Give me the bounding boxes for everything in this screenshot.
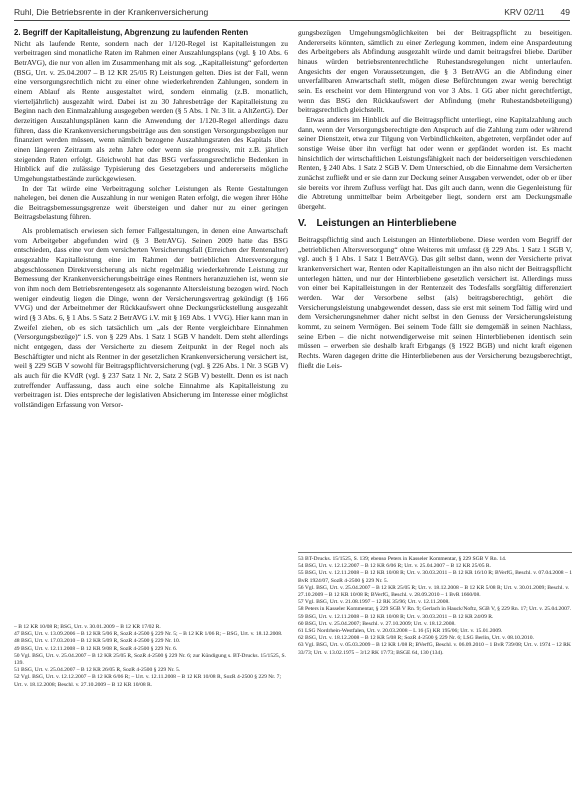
section-heading-2 (14, 28, 288, 38)
footnote: 50 Vgl. BSG, Urt. v. 25.04.2007 – B 12 KR 25/05 R, SozR 4-2500 § 229 Nr. 6; zur Kündigung s. BT-Drucks. 15/1525, S. 139. (14, 652, 287, 667)
section-title: Begriff der Kapitalleistung, Abgrenzung zu laufenden Renten (22, 28, 249, 37)
header-article-title: Ruhl, Die Betriebsrente in der Krankenversicherung (14, 7, 209, 17)
paragraph: Beitragspflichtig sind auch Leistungen an Hinterbliebene. Diese werden vom Begriff der „betrieblichen Altersversorgung“ ohne Weiteres mit umfasst (§ 229 Abs. 1 Satz 1 SGB V, vgl. auch § 1 Abs. 1 Satz 1 BetrAVG). Das gilt selbst dann, wenn der Versicherte privat krankenversichert war, Renten oder Kapitalleistungen an ihn also nicht der Beitragspflicht unterlegen hätten, und nur der Hinterbliebene gesetzlich versichert ist. Allerdings muss von einer bei Kapitalleistungen in der Rentenzeit des Todesfalls sorgfältig differenziert werden. War der Versorbene selbst (als) beitragsberechtigt, gehört die Versicherungsleistung unabgewendet dessen, dass sie erst mit seinem Tod fällig wird und dem Versicherungsnehmer daher nicht selbst in den Genuss der Versicherungsleistung kommt, zu seinem Vermögen. Bei seinem Tode fällt sie demgemäß in seinen Nachlass, seine Erben – die nicht notwendigerweise mit seinen Hinterbliebenen identisch sein müssen – erwerben sie deshalb kraft Erbgangs (§ 1922 BGB) und nicht kraft eigenen Rechts. Waren dagegen dritte die Hinterbliebenen aus der Versicherung bezugsberechtigt, fließt die Leis- (298, 235, 572, 370)
section-title: Leistungen an Hinterbliebene (316, 218, 457, 230)
footnote: 53 BT-Drucks. 15/1525, S. 139; ebenso Peters in Kasseler Kommentar, § 229 SGB V Rn. 14. (298, 556, 507, 562)
footnote: 48 BSG, Urt. v. 17.03.2010 – B 12 KR 5/09 R, SozR 4-2500 § 229 Nr. 10. (14, 638, 181, 645)
footnote: 54 BSG, Urt. v. 12.12.2007 – B 12 KR 6/06 R; Urt. v. 25.04.2007 – B 12 KR 25/05 R. (298, 563, 492, 570)
right-column (298, 28, 572, 370)
footnote: 49 BSG, Urt. v. 12.11.2008 – B 12 KR 9/08 R, SozR 4-2500 § 229 Nr. 6. (14, 645, 178, 652)
running-header (14, 4, 570, 21)
footnote: 61 LSG Nordrhein-Westfalen, Urt. v. 20.03.2008 – L 16 (5) KR 195/06; Urt. v. 15.01.2009. (298, 628, 503, 635)
left-column (14, 28, 288, 410)
footnote: 51 BSG, Urt. v. 25.04.2007 – B 12 KR 26/05 R, SozR 4-2500 § 229 Nr. 5. (14, 667, 181, 674)
footnote: 55 BSG, Urt. v. 12.11.2008 – B 12 KR 10/08 R; Urt. v. 30.03.2011 – B 12 KR 16/10 R; BVerfG, Beschl. v. 07.04.2008 – 1 BvR 1924/07, SozR 4-2500 § 229 Nr. 5. (298, 570, 572, 584)
footnote: 60 BSG, Urt. v. 25.04.2007; Beschl. v. 27.10.2009; Urt. v. 18.12.2008. (298, 620, 456, 627)
footnotes-right (298, 552, 572, 657)
footnote: 47 BSG, Urt. v. 13.09.2006 – B 12 KR 5/06 R, SozR 4-2500 § 229 Nr. 5; – B 12 KR 1/06 R; – BSG, Urt. v. 18.12.2008. (14, 631, 283, 638)
footnote: 63 Vgl. BSG, Urt. v. 05.03.2009 – B 12 KR 1/08 R; BVerfG, Beschl. v. 06.09.2010 – 1 BvR 739/08; Urt. v. 1974 – 12 RK 33/73; Urt. v. 13.02.1975 – 3/12 RK 17/73; BSGE 64, 130 (134). (298, 642, 571, 656)
header-journal: KRV 02/11 (504, 7, 545, 17)
paragraph: gungsbezügen Umgehungsmöglichkeiten bei der Beitragspflicht zu beseitigen. Andererseits könnten, sämtlich zu einer Zerlegung kommen, indem eine Anspardeutung des Arbeitgebers als Abfindung ausgezahlt würde und damit beitragsfrei bliebe. Darüber hinaus würden betriebsrentenrechtliche Ruhestandsregelungen nicht unterlaufen. Angesichts der engen Voraussetzungen, die § 3 BetrAVG an die Abfindung einer unverfallbaren Anwartschaft stellt, mögen diese Befürchtungen zwar wenig berechtigt sein. Es erscheint vor dem Hintergrund von vor 3 Abs. 1 GG aber nicht gerechtfertigt, wenn das BSG den Rückkaufswert der Abfindung (mehr Ruhestandsbeteiligung) beitragsrechtlich gleichstellt. (298, 28, 572, 115)
footnotes-left (14, 624, 288, 689)
section-number: V. (298, 218, 307, 230)
header-meta (504, 7, 570, 17)
page-number: 49 (560, 7, 570, 17)
section-number: 2. (14, 28, 21, 37)
section-heading-v (298, 219, 572, 229)
paragraph: Als problematisch erwiesen sich ferner Fallgestaltungen, in denen eine Anwartschaft vom Arbeitgeber abgefunden wird (§ 3 BetrAVG). Seinen 2009 hatte das BSG entschieden, dass eine vor dem versicherten Versicherungsfall (Erreichen der Rentenalter) ausgezahlte Kapitalleistung eine im Rahmen der betrieblichen Altersversorgung abgeschlossenen Direktversicherung als nicht regelmäßig wiederkehrende Leistung zur Bemessung der Krankenversicherungsbeiträge eines Rentners heranzuziehen ist, wenn sie von ihm noch dem Betriebsrentengesetz als sogenannte Altersleistung bezogen wird. Noch weniger eindeutig liegen die Dinge, wenn der Versicherungsvertrag gekündigt (§ 166 VVG) und der Arbeitnehmer der Rückkaufswert ohne Deckungsrückstellung ausgezahlt wird (§ 3 Abs. 6, § 1 Abs. 5 Satz 2 BetrAVG i.V. mit § 169 Abs. 1 VVG). Hier kann man in Zweifel ziehen, ob es sich tatsächlich um „als der Rente vergleichbare Einnahmen (Versorgungsbezüge)“ i.S. von § 229 Abs. 1 Satz 1 SGB V handelt. Dem steht allerdings nicht entgegen, dass der Versicherte zu diesem Zeitpunkt in der Regel noch als Beschäftigter und nicht als Rentner in der gesetzlichen Krankenversicherung versichert ist, weil § 229 SGB V sowohl für Beitragspflichtversicherung (vgl. § 226 Abs. 1 Nr. 3 SGB V) als auch für die KVdR (vgl. § 237 Satz 1 Nr. 2, Satz 2 SGB V) bestellt. Denn es ist nach zutreffender Auffassung, dass auch eine solche Einnahme als Kapitalleistung zu verbeitragen ist. Dies entspreche der legislativen Absicherung im Interesse einer möglichst vollständigen Erfassung von Versor- (14, 226, 288, 409)
paragraph: Etwas anderes im Hinblick auf die Beitragspflicht unterliegt, eine Kapitalzahlung auch dann, wenn der Versorgungsberechtigte den Anspruch auf die Zahlung zum oder während seiner Dienstzeit, etwa zur Tilgung von Verbindlichkeiten, abgetreten, verpfändet oder auf sonstige Weise über ihn verfügt hat oder wenn er gepfändet worden ist. Es macht hinsichtlich der wirtschaftlichen Leistungsfähigkeit nach der beiderseitigen verschiedenen Renten, § 240 Abs. 1 Satz 2 SGB V. Dem Unterschied, ob die Einnahme dem Versicherten zunächst zufließt und er sie dann zur Deckung seiner Ausgaben verwendet, oder ob er über sie bereits vor ihrem Zufluss verfügt hat. Das gilt auch dann, wenn die Gegenleistung für die Abtretung unmittelbar beim Arbeitgeber liegt, sondern erst am Deckungsmaße übergeht. (298, 114, 572, 211)
footnote: 52 Vgl. BSG, Urt. v. 12.12.2007 – B 12 KR 6/06 R; – Urt. v. 12.11.2008 – B 12 KR 10/08 R, SozR 4-2500 § 229 Nr. 7; Urt. v. 18.12.2008; Beschl. v. 27.10.2009 – B 12 KR 10/08 R. (14, 674, 282, 688)
paragraph: Nicht als laufende Rente, sondern nach der 1/120-Regel ist Kapitalleistungen zu verbeitragen sind monatliche Raten im Rahmen einer Auszahlungsplans (vgl. § 10 Abs. 6 BetrAVG), die nur von allen im Zusammenhang mit als sog. „Kapitalleistung“ geforderten (BSG, Urt. v. 25.04.2007 – B 12 KR 25/05 R) Leistungen gelten. Dies ist der Fall, wenn eine versorgungsrechtlich nicht zu einer ohne wiederkehrenden Zahlungen, sondern in einem Ablauf als Rente ausgestaltet wird, sondern einmalig (z.B. monatlich, vierteljährlich) ausgezahlt wird. Dabei ist zu 30 Jahresbeträge der Kapitalleistung zu Beginn nach den Einmalzahlung ausgegeben werden (§ 5 Abs. 1 Nr. 3 lit. a AltZertG). Der derzeitigen Auszahlungsplänen kann die Anwendung der 1/120-Regel allerdings dazu führen, dass die Krankenversicherungsbeiträge aus den sonstigen Versorgungsbezügen nur finanziert werden müssen, wenn nämlich bezogene Auszahlungsraten des Kapitals über einen längeren Zeitraum als zehn Jahre oder wenn sie progressiv, mit z.B. jährlich steigenden Raten erfolgt. Gleichwohl hat das BSG verfassungsrechtliche Bedenken in Hinblick auf die zulässige Typisierung des Gesetzgebers und andererseits mögliche Umgehungstatbestände zurückgewiesen. (14, 38, 288, 183)
footnote: 58 Peters in Kasseler Kommentar, § 229 SGB V Rn. 9; Gerlach in Hauck/Noftz, SGB V, § 229 Rn. 17; Urt. v. 25.04.2007. (298, 606, 572, 613)
footnote: 56 Vgl. BSG, Urt. v. 25.04.2007 – B 12 KR 25/05 R; Urt. v. 18.12.2008 – B 12 KR 5/08 R; Urt. v. 30.01.2009; Beschl. v. 27.10.2009 – B 12 KR 10/08 R; BVerfG, Beschl. v. 28.09.2010 – 1 BvR 1660/08. (298, 584, 570, 599)
paragraph: In der Tat würde eine Verbeitragung solcher Leistungen als Rente Gestaltungen nahelegen, bei denen die Auszahlung in nur wenigen Raten erfolgt, die wegen ihrer Höhe die Beitragsbemessungsgrenze weit übersteigen und daher nur zu einer geringen Beitragsbelastung führen. (14, 183, 288, 222)
footnote: – B 12 KR 10/08 R; BSG, Urt. v. 30.01.2009 – B 12 KR 17/02 R. (14, 624, 161, 630)
footnote: 62 BSG, Urt. v. 18.12.2008 – B 12 KR 5/08 R; SozR 4-2500 § 229 Nr. 6; LSG Berlin, Urt. v. 08.10.2010. (298, 635, 534, 642)
footnote: 57 Vgl. BSG, Urt. v. 21.08.1997 – 12 RK 35/96; Urt. v. 12.11.2008. (298, 599, 450, 606)
footnote: 59 BSG, Urt. v. 12.11.2008 – B 12 KR 10/08 R; Urt. v. 30.03.2011 – B 12 KR 24/09 R. (298, 613, 494, 620)
